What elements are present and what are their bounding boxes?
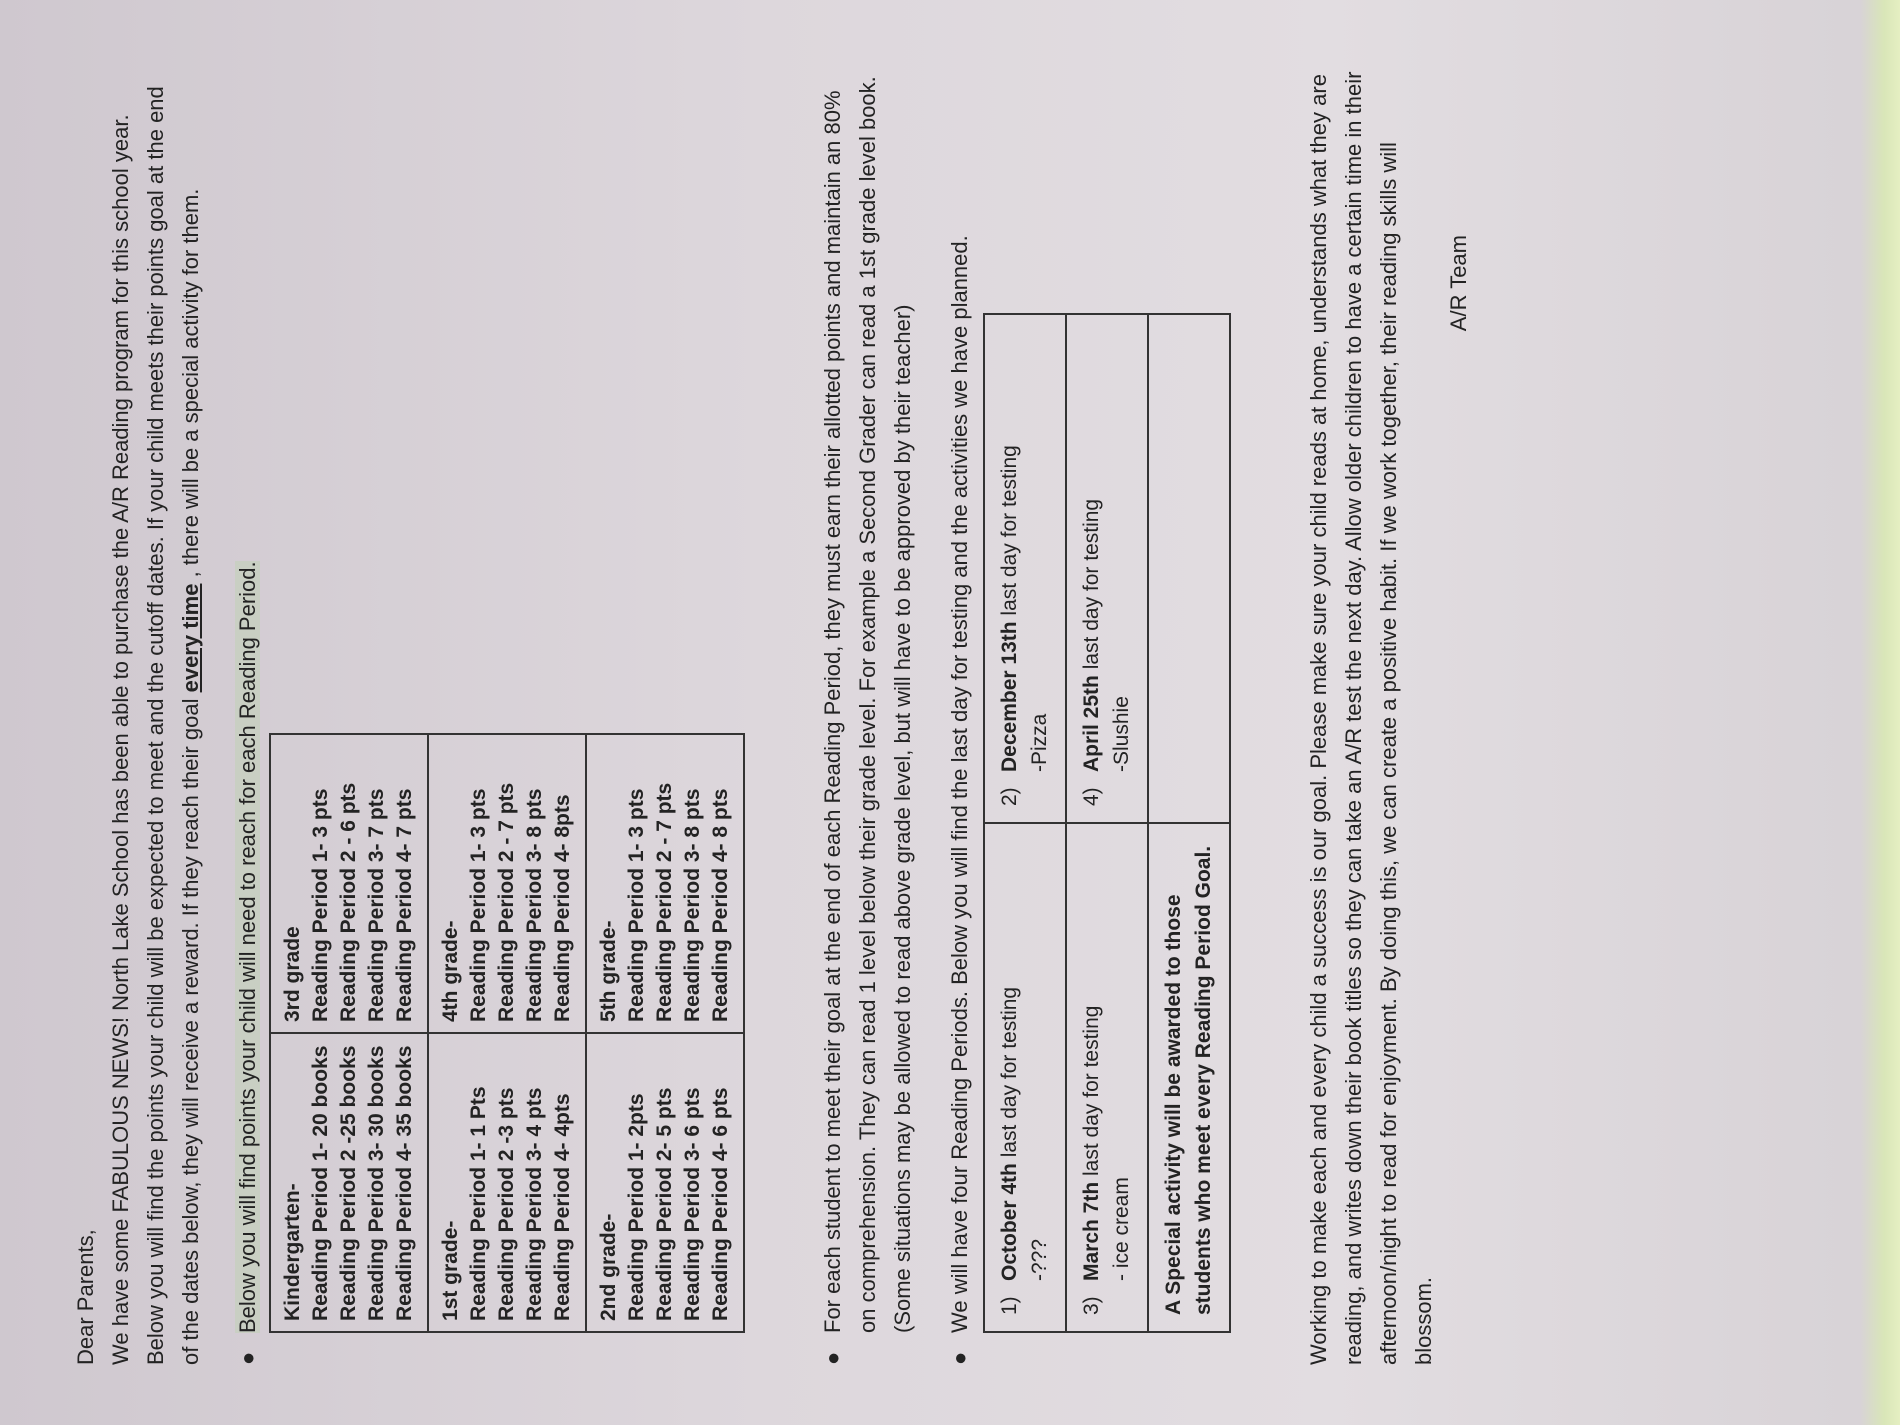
- intro-emphasis: every time: [178, 583, 203, 693]
- period-line: Reading Period 1- 2pts: [625, 1093, 648, 1321]
- period-line: Reading Period 2 - 7 pts: [653, 782, 676, 1022]
- period-cell-1: [984, 823, 1066, 1332]
- period-cell-2: [984, 314, 1066, 823]
- period-line: Reading Period 2 - 7 pts: [495, 782, 518, 1022]
- letter-content: [68, 65, 1476, 1365]
- period-line: Reading Period 2 -25 books: [337, 1045, 360, 1321]
- period-cell-4: [1066, 314, 1148, 823]
- table-row: [1148, 314, 1230, 1332]
- grade-label: 5th grade-: [597, 920, 620, 1022]
- grade-cell-3rd: [270, 734, 428, 1033]
- period-reward: -???: [1028, 1238, 1051, 1281]
- table-row: [270, 734, 428, 1332]
- period-line: Reading Period 3- 4 pts: [523, 1087, 546, 1321]
- period-line: Reading Period 1- 3 pts: [625, 788, 648, 1022]
- period-line: Reading Period 4- 8 pts: [709, 788, 732, 1022]
- period-line: Reading Period 3- 8 pts: [681, 788, 704, 1022]
- period-line: Reading Period 3- 30 books: [365, 1045, 388, 1321]
- intro-text: We have some FABULOUS NEWS! North Lake School has been able to purchase the A/R Reading program for this school year. Below you will find the points your child will be expected to meet and the cutoff dates. If your child meets their points goal at the end of the dates below, they will receive a reward. If they reach their goal: [108, 86, 203, 1365]
- period-date: April 25th: [1080, 675, 1103, 772]
- period-reward: - ice cream: [1110, 1177, 1133, 1281]
- period-reward: -Pizza: [1028, 713, 1051, 772]
- grade-label: 3rd grade: [281, 926, 304, 1022]
- bullet-dot: ●: [947, 1351, 972, 1365]
- grade-label: 4th grade-: [439, 920, 462, 1022]
- grade-cell-kindergarten: [270, 1033, 428, 1332]
- period-cell-3: [1066, 823, 1148, 1332]
- period-desc: last day for testing: [1080, 498, 1103, 676]
- period-line: Reading Period 3- 6 pts: [681, 1087, 704, 1321]
- period-desc: last day for testing: [1080, 1005, 1103, 1182]
- period-line: Reading Period 3- 7 pts: [365, 788, 388, 1022]
- period-date: October 4th: [998, 1163, 1021, 1281]
- period-line: Reading Period 4- 6 pts: [709, 1087, 732, 1321]
- period-date: December 13th: [998, 621, 1021, 772]
- period-line: Reading Period 4- 35 books: [393, 1045, 416, 1321]
- period-number: 2): [998, 787, 1021, 806]
- special-activity-cell: A Special activity will be awarded to those students who meet every Reading Period Goal.: [1148, 823, 1230, 1332]
- period-line: Reading Period 1- 1 Pts: [467, 1086, 490, 1321]
- greeting: Dear Parents,: [73, 1229, 98, 1365]
- signature: A/R Team: [1446, 235, 1471, 332]
- bullet-points-intro: [230, 65, 265, 1365]
- period-line: Reading Period 3- 8 pts: [523, 788, 546, 1022]
- period-number: 4): [1080, 787, 1103, 806]
- bullet-points-intro-text: Below you will find points your child will need to reach for each Reading Period.: [235, 561, 260, 1333]
- period-line: Reading Period 4- 8pts: [551, 794, 574, 1022]
- bullet-dot: ●: [820, 1351, 845, 1365]
- period-line: Reading Period 2 -3 pts: [495, 1087, 518, 1321]
- period-number: 1): [998, 1296, 1021, 1315]
- period-line: Reading Period 4- 4pts: [551, 1093, 574, 1321]
- period-line: Reading Period 1- 3 pts: [309, 788, 332, 1022]
- period-line: Reading Period 1- 20 books: [309, 1045, 332, 1321]
- grade-label: 1st grade-: [439, 1220, 462, 1321]
- grade-label: 2nd grade-: [597, 1213, 620, 1321]
- empty-cell: [1148, 314, 1230, 823]
- period-desc: last day for testing: [998, 445, 1021, 622]
- bullet-goal-rules: [815, 65, 920, 1365]
- bullet-goal-rules-text: For each student to meet their goal at the end of each Reading Period, they must earn their allotted points and maintain an 80% on comprehension. They can read 1 level below their grade level. For example a Second Grader can read a 1st grade level book. (Some situations may be allowed to read above grade level, but will have to be approved by their teacher): [820, 76, 915, 1333]
- period-line: Reading Period 1- 3 pts: [467, 788, 490, 1022]
- bullet-dot: ●: [235, 1351, 260, 1365]
- period-line: Reading Period 2 - 6 pts: [337, 782, 360, 1022]
- points-table: [269, 733, 745, 1333]
- grade-cell-5th: [586, 734, 744, 1033]
- period-line: Reading Period 4- 7 pts: [393, 788, 416, 1022]
- period-reward: -Slushie: [1110, 696, 1133, 772]
- bullet-reading-periods: [942, 65, 977, 1365]
- intro-paragraph: [103, 65, 208, 1365]
- period-line: Reading Period 2- 5 pts: [653, 1087, 676, 1321]
- table-row: [428, 734, 586, 1332]
- grade-label: Kindergarten-: [281, 1183, 304, 1321]
- period-desc: last day for testing: [998, 986, 1021, 1164]
- grade-cell-2nd: [586, 1033, 744, 1332]
- table-row: [1066, 314, 1148, 1332]
- period-date: March 7th: [1080, 1181, 1103, 1281]
- reading-periods-table: [983, 313, 1231, 1333]
- closing-paragraph: Working to make each and every child a success is our goal. Please make sure your child reads at home, understands what they are reading, and writes down their book titles so they can take an A/R test the next day. Allow older children to have a certain time in their afternoon/night to read for enjoyment. By doing this, we can create a positive habit. If we work together, their reading skills will blossom.: [1306, 71, 1436, 1365]
- period-number: 3): [1080, 1296, 1103, 1315]
- grade-cell-4th: [428, 734, 586, 1033]
- intro-end: , there will be a special activity for them.: [178, 188, 203, 584]
- bullet-reading-periods-text: We will have four Reading Periods. Below you will find the last day for testing and the activities we have planned.: [947, 235, 972, 1333]
- grade-cell-1st: [428, 1033, 586, 1332]
- table-row: [586, 734, 744, 1332]
- table-row: [984, 314, 1066, 1332]
